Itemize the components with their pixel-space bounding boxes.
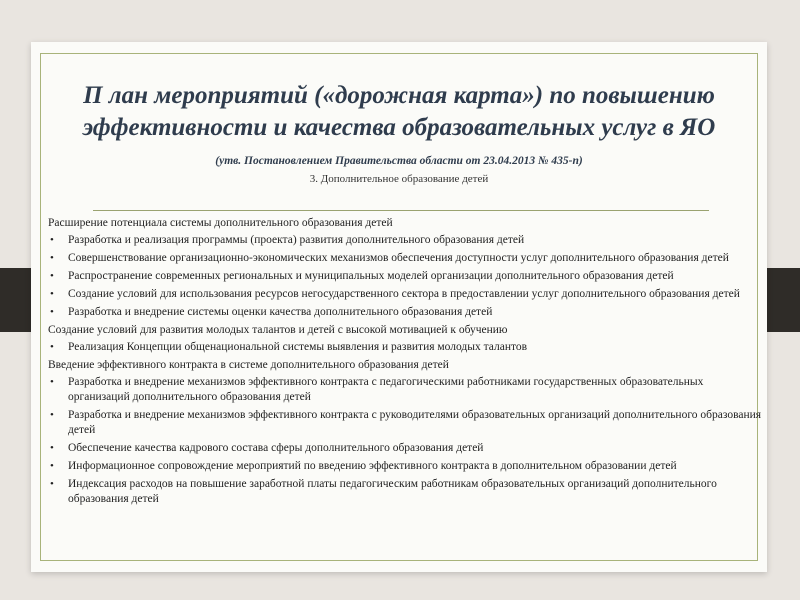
list-item xyxy=(48,374,764,407)
bullet-list xyxy=(48,339,764,357)
list-item xyxy=(48,304,764,322)
list-item-text: Разработка и реализация программы (проекта) развития дополнительного образования детей xyxy=(68,234,525,246)
bullet-icon: • xyxy=(50,478,54,490)
list-item-text: Реализация Концепции общенациональной системы выявления и развития молодых талантов xyxy=(68,341,528,353)
content-body xyxy=(48,215,764,509)
group-talents xyxy=(48,322,764,357)
bullet-icon: • xyxy=(50,341,54,353)
list-item xyxy=(48,268,764,286)
list-item xyxy=(48,458,764,476)
list-item xyxy=(48,440,764,458)
bullet-icon: • xyxy=(50,270,54,282)
list-item-text: Разработка и внедрение механизмов эффективного контракта с руководителями образовательных организаций дополнительного образования детей xyxy=(68,409,762,436)
group-heading: Создание условий для развития молодых талантов и детей с высокой мотивацией к обучению xyxy=(48,324,508,336)
list-item xyxy=(48,232,764,250)
list-item-text: Индексация расходов на повышение заработной платы педагогическим работникам образовательных организаций дополнительного образования детей xyxy=(68,478,717,505)
bullet-icon: • xyxy=(50,376,54,388)
list-item-text: Разработка и внедрение механизмов эффективного контракта с педагогическими работниками государственных образовательных организаций дополнительного образования детей xyxy=(68,376,704,403)
bullet-icon: • xyxy=(50,409,54,421)
list-item xyxy=(48,250,764,268)
slide-subtitle: (утв. Постановлением Правительства области от 23.04.2013 № 435-п) xyxy=(215,155,583,167)
list-item xyxy=(48,286,764,304)
bullet-icon: • xyxy=(50,252,54,264)
bullet-icon: • xyxy=(50,306,54,318)
list-item-text: Совершенствование организационно-экономических механизмов обеспечения доступности услуг дополнительного образования детей xyxy=(68,252,729,264)
group-heading: Расширение потенциала системы дополнительного образования детей xyxy=(48,217,393,229)
slide xyxy=(31,42,767,572)
group-heading: Введение эффективного контракта в системе дополнительного образования детей xyxy=(48,359,449,371)
group-expansion xyxy=(48,215,764,322)
list-item xyxy=(48,339,764,357)
bullet-icon: • xyxy=(50,460,54,472)
list-item-text: Информационное сопровождение мероприятий по введению эффективного контракта в дополнительном образовании детей xyxy=(68,460,677,472)
bullet-icon: • xyxy=(50,234,54,246)
list-item-text: Разработка и внедрение системы оценки качества дополнительного образования детей xyxy=(68,306,493,318)
bullet-icon: • xyxy=(50,442,54,454)
group-effective-contract xyxy=(48,357,764,509)
bullet-list xyxy=(48,374,764,509)
bullet-list xyxy=(48,232,764,322)
list-item xyxy=(48,407,764,440)
title-divider xyxy=(93,210,709,211)
list-item-text: Обеспечение качества кадрового состава сферы дополнительного образования детей xyxy=(68,442,484,454)
bullet-icon: • xyxy=(50,288,54,300)
list-item-text: Распространение современных региональных и муниципальных моделей организации дополнительного образования детей xyxy=(68,270,674,282)
list-item-text: Создание условий для использования ресурсов негосударственного сектора в предоставлении услуг дополнительного образования детей xyxy=(68,288,740,300)
section-caption: 3. Дополнительное образование детей xyxy=(309,173,489,185)
list-item xyxy=(48,476,764,509)
slide-title: П лан мероприятий («дорожная карта») по повышению эффективности и качества образовательных услуг в ЯО xyxy=(82,82,716,141)
